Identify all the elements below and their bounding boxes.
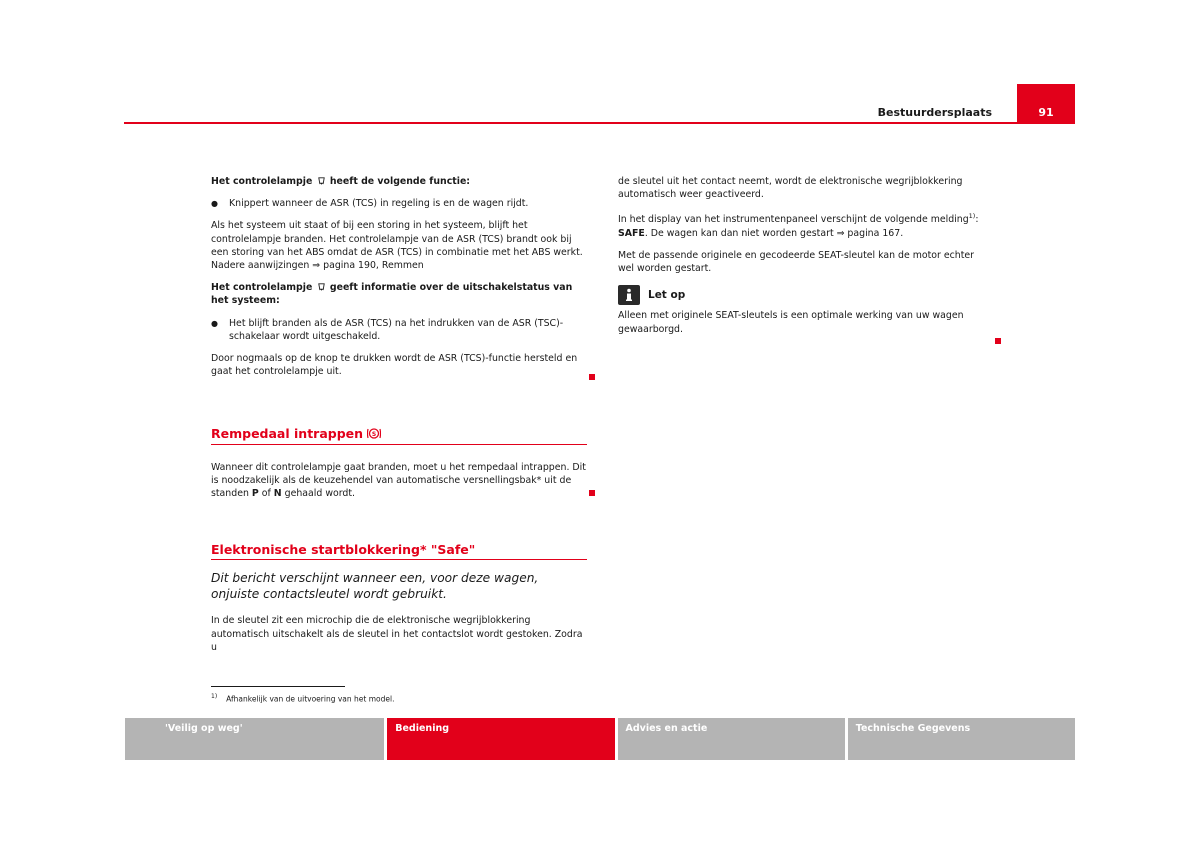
- footnote: $^{1)}$ Afhankelijk van de uitvoering van het model.: [211, 693, 395, 704]
- asr-off-lamp-icon: [317, 282, 326, 291]
- paragraph-herstel: Door nogmaals op de knop te drukken wordt de ASR (TCS)-functie hersteld en gaat het controlelampje uit.: [211, 353, 578, 378]
- tab-advies-en-actie[interactable]: Advies en actie: [618, 718, 845, 760]
- footnote-rule: [211, 686, 345, 687]
- note-title: Let op: [648, 288, 686, 301]
- paragraph-storing: Als het systeem uit staat of bij een storing in het systeem, blijft het controlelampje branden. Het controlelampje van de ASR (TCS) brandt ook bij een storing van het ABS omdat de ASR (TCS) in combinatie met het ABS werkt. Nadere aanwijzingen ⇒ pagina 190, Remmen: [211, 220, 583, 272]
- end-of-section-mark: [995, 338, 1001, 344]
- chapter-tabs: [125, 718, 1075, 760]
- paragraph-rempedaal: Wanneer dit controlelampje gaat branden, moet u het rempedaal intrappen. Dit is noodzakelijk als de keuzehendel van automatische versnellingsbak* uit de standen P of N gehaald wordt.: [211, 461, 586, 500]
- heading-startblokkering: Elektronische startblokkering* "Safe": [211, 543, 587, 560]
- list-item: ● Het blijft branden als de ASR (TCS) na het indrukken van de ASR (TSC)-schakelaar wordt uitgeschakeld.: [211, 317, 587, 343]
- end-of-section-mark: [589, 490, 595, 496]
- section-title: Bestuurdersplaats: [877, 106, 992, 119]
- header-rule: [124, 122, 1075, 124]
- paragraph-display: In het display van het instrumentenpaneel verschijnt de volgende melding$^{1)}$: SAFE. De wagen kan dan niet worden gestart ⇒ pagina 167.: [618, 212, 979, 239]
- left-column: [211, 175, 587, 663]
- footnote-mark: 1): [211, 693, 218, 700]
- svg-text:S: S: [372, 431, 377, 439]
- page-number-box: [1017, 84, 1075, 124]
- tab-technische-gegevens[interactable]: Technische Gegevens: [848, 718, 1075, 760]
- right-column: [618, 175, 990, 345]
- asr-warning-lamp-icon: [317, 176, 326, 185]
- lamp-function-heading: Het controlelampje heeft de volgende functie:: [211, 176, 471, 187]
- list-item: ● Knippert wanneer de ASR (TCS) in regeling is en de wagen rijdt.: [211, 197, 587, 210]
- note-header: [618, 285, 990, 305]
- footnote-ref: 1): [968, 212, 976, 221]
- paragraph-microchip: In de sleutel zit een microchip die de elektronische wegrijblokkering automatisch uitschakelt als de sleutel in het contactslot wordt gestoken. Zodra u: [211, 615, 583, 653]
- lamp-status-heading: Het controlelampje geeft informatie over de uitschakelstatus van het systeem:: [211, 282, 573, 307]
- tab-bediening[interactable]: Bediening: [387, 718, 614, 760]
- tab-veilig-op-weg[interactable]: 'Veilig op weg': [125, 718, 384, 760]
- brake-pedal-icon: [367, 428, 381, 439]
- end-of-section-mark: [589, 374, 595, 380]
- info-icon: [618, 285, 640, 305]
- paragraph-sleutel: de sleutel uit het contact neemt, wordt de elektronische wegrijblokkering automatisch weer geactiveerd.: [618, 176, 963, 201]
- intro-text: Dit bericht verschijnt wanneer een, voor deze wagen, onjuiste contactsleutel wordt gebruikt.: [211, 571, 539, 602]
- heading-rempedaal: Rempedaal intrappen S: [211, 427, 587, 444]
- note-text: Alleen met originele SEAT-sleutels is een optimale werking van uw wagen gewaarborgd.: [618, 310, 964, 335]
- page-number: 91: [1038, 106, 1054, 119]
- paragraph-seat-sleutel: Met de passende originele en gecodeerde SEAT-sleutel kan de motor echter wel worden gestart.: [618, 249, 975, 275]
